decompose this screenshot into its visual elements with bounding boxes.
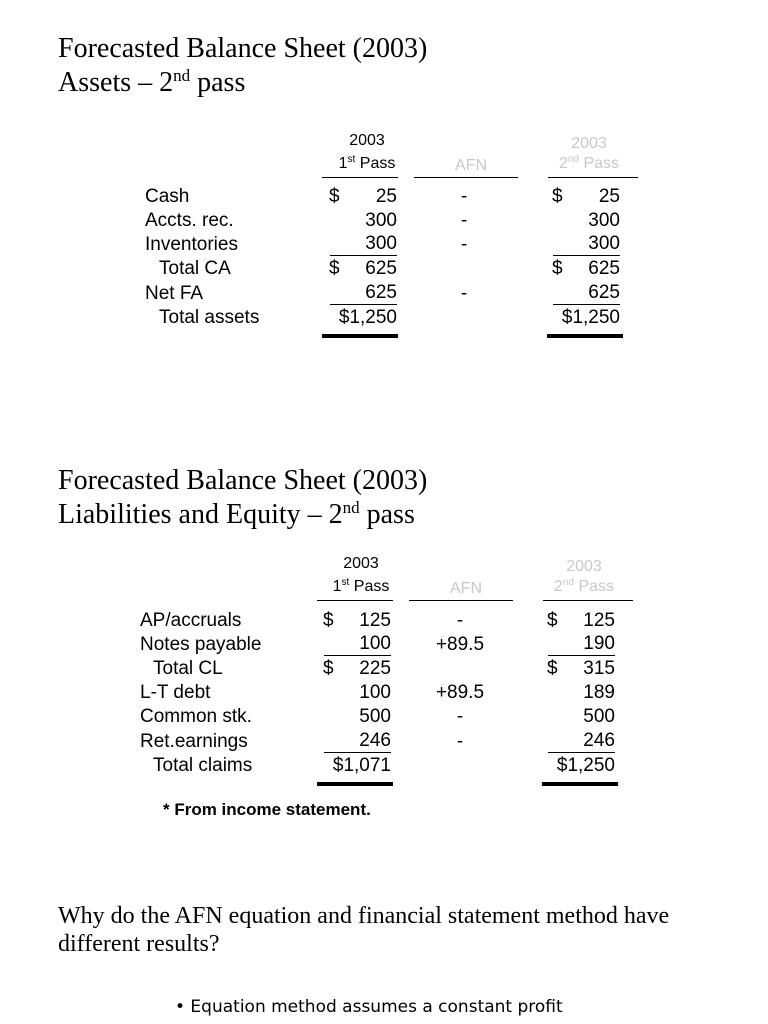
- cell-first-common-stock: 500: [359, 706, 391, 727]
- header-pass-second: 2nd Pass: [553, 577, 615, 595]
- header-rule-afn: [409, 600, 513, 601]
- cell-first-notes-payable: 100: [324, 633, 391, 656]
- cell-first-ret-earnings: 246: [324, 730, 391, 753]
- row-label-net-fa: Net FA: [145, 283, 204, 304]
- header-year-first: 2003: [343, 555, 379, 572]
- row-label-total-ca: Total CA: [159, 258, 231, 279]
- cell-afn-net-fa: -: [460, 283, 468, 304]
- cell-second-ret-earnings: 246: [548, 730, 615, 753]
- cell-first-accts-rec: 300: [365, 210, 397, 231]
- cell-second-inventories: 300: [553, 233, 620, 256]
- section1-title-line2: Assets – 2nd pass: [58, 66, 246, 98]
- cell-second-ap-currency: $: [547, 610, 558, 631]
- section2-title-line2: Liabilities and Equity – 2nd pass: [58, 498, 415, 530]
- cell-first-cash: 25: [375, 186, 397, 207]
- header-pass-first: 1st Pass: [332, 577, 390, 595]
- cell-second-ap: 125: [583, 610, 615, 631]
- cell-first-total-cl: 225: [359, 658, 391, 679]
- cell-first-ap-currency: $: [323, 610, 334, 631]
- cell-first-total-cl-currency: $: [323, 658, 334, 679]
- cell-afn-notes-payable: +89.5: [435, 634, 485, 655]
- cell-second-total-cl: 315: [583, 658, 615, 679]
- row-label-total-cl: Total CL: [153, 658, 223, 679]
- section1-title-line1: Forecasted Balance Sheet (2003): [58, 33, 428, 64]
- cell-second-total-ca-currency: $: [552, 258, 563, 279]
- cell-afn-accts-rec: -: [460, 210, 468, 231]
- header-pass-first: 1st Pass: [338, 154, 396, 172]
- cell-second-net-fa: 625: [553, 282, 620, 305]
- row-label-accts-rec: Accts. rec.: [145, 210, 234, 231]
- cell-second-accts-rec: 300: [588, 210, 620, 231]
- cell-second-total-assets: $1,250: [561, 307, 620, 328]
- row-label-total-assets: Total assets: [159, 307, 260, 328]
- cell-second-notes-payable: 190: [548, 633, 615, 656]
- row-label-lt-debt: L-T debt: [140, 682, 211, 703]
- cell-afn-lt-debt: +89.5: [435, 682, 485, 703]
- cell-afn-ap: -: [456, 610, 464, 631]
- row-label-ap-accruals: AP/accruals: [140, 610, 242, 631]
- header-year-second: 2003: [571, 135, 607, 152]
- cell-second-total-ca: 625: [588, 258, 620, 279]
- header-year-second: 2003: [566, 558, 602, 575]
- section2-title-line1: Forecasted Balance Sheet (2003): [58, 465, 428, 496]
- header-pass-second: 2nd Pass: [558, 154, 620, 172]
- cell-first-total-ca-currency: $: [329, 258, 340, 279]
- cell-second-total-cl-currency: $: [547, 658, 558, 679]
- cell-afn-inventories: -: [460, 234, 468, 255]
- cell-first-total-claims: $1,071: [332, 755, 391, 776]
- cell-afn-cash: -: [460, 186, 468, 207]
- cell-first-total-assets: $1,250: [338, 307, 397, 328]
- cell-first-inventories: 300: [330, 233, 397, 256]
- total-rule-second: [542, 782, 618, 786]
- bullet-point: • Equation method assumes a constant profit: [175, 997, 563, 1017]
- cell-afn-common-stock: -: [456, 706, 464, 727]
- cell-first-total-ca: 625: [365, 258, 397, 279]
- cell-second-common-stock: 500: [583, 706, 615, 727]
- row-label-cash: Cash: [145, 186, 190, 207]
- header-rule-first: [317, 600, 393, 601]
- cell-first-cash-currency: $: [329, 186, 340, 207]
- question-text: Why do the AFN equation and financial statement method have different results?: [58, 903, 670, 957]
- cell-second-lt-debt: 189: [583, 682, 615, 703]
- footnote: * From income statement.: [163, 800, 371, 819]
- header-year-first: 2003: [349, 132, 385, 149]
- row-label-inventories: Inventories: [145, 234, 238, 255]
- row-label-common-stock: Common stk.: [140, 706, 252, 727]
- cell-second-total-claims: $1,250: [556, 755, 615, 776]
- row-label-ret-earnings: Ret.earnings: [140, 731, 248, 752]
- cell-first-ap: 125: [359, 610, 391, 631]
- header-afn: AFN: [455, 157, 487, 174]
- total-rule-first: [317, 782, 393, 786]
- header-rule-second: [543, 600, 633, 601]
- row-label-total-claims: Total claims: [153, 755, 253, 776]
- header-afn: AFN: [450, 580, 482, 597]
- cell-first-lt-debt: 100: [359, 682, 391, 703]
- cell-second-cash-currency: $: [552, 186, 563, 207]
- cell-afn-ret-earnings: -: [456, 731, 464, 752]
- row-label-notes-payable: Notes payable: [140, 634, 262, 655]
- cell-second-cash: 25: [598, 186, 620, 207]
- cell-first-net-fa: 625: [330, 282, 397, 305]
